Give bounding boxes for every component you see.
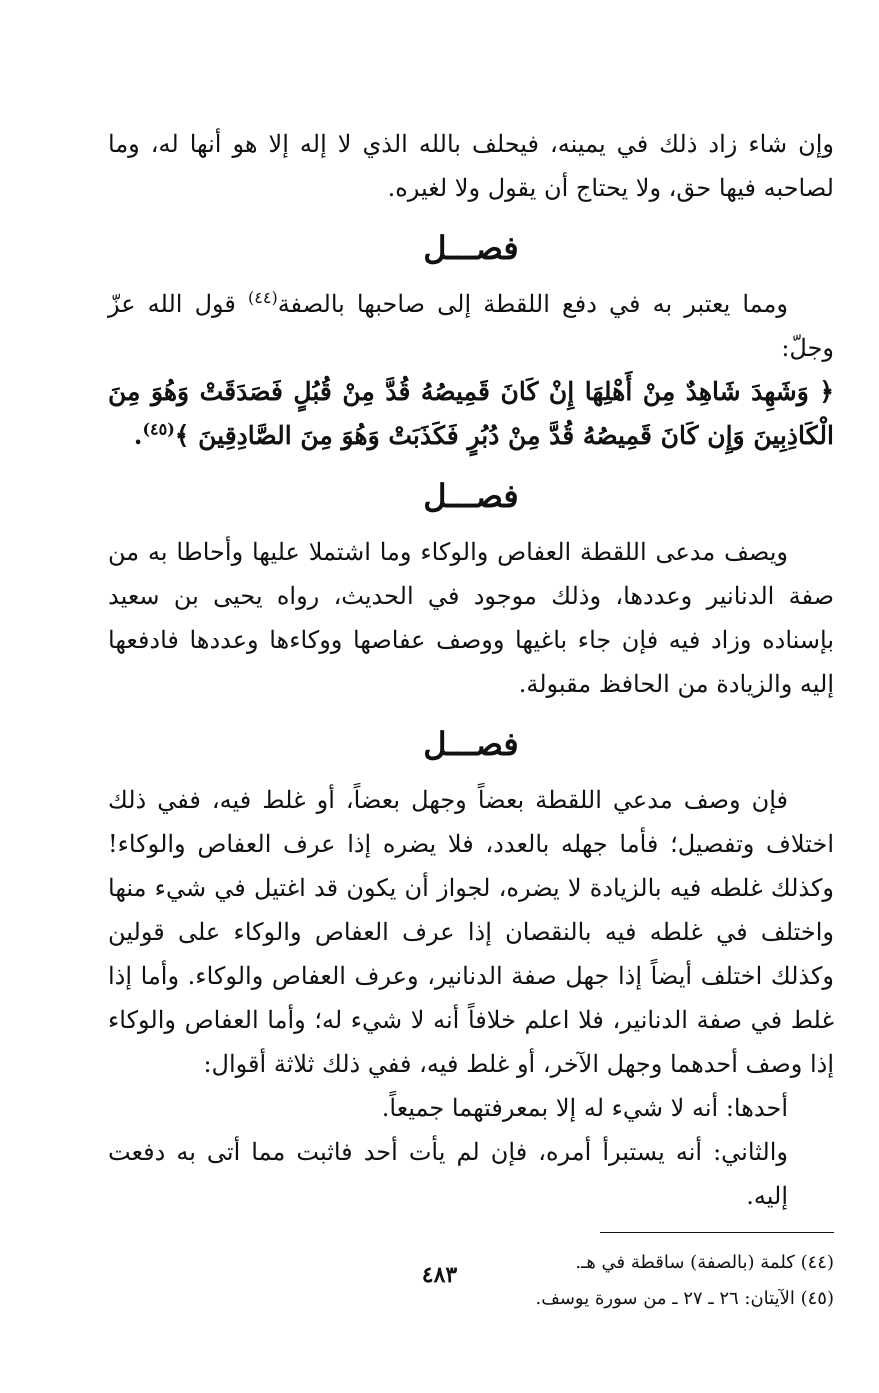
section-heading-2: فصـــل <box>423 477 519 515</box>
quran-verse <box>108 370 834 458</box>
quran-end: . <box>133 421 143 450</box>
opinion-1: أحدها: أنه لا شيء له إلا بمعرفتهما جميعاً. <box>381 1094 788 1122</box>
section-heading-1: فصـــل <box>423 229 519 267</box>
page-number: ٤٨٣ <box>421 1262 458 1288</box>
opinion-2: والثاني: أنه يستبرأ أمره، فإن لم يأت أحد فاثبت مما أتى به دفعت إليه. <box>108 1138 788 1210</box>
book-page <box>108 122 834 1317</box>
section-1-text-after: قول الله عزّ وجلّ: <box>108 290 834 362</box>
section-heading-3: فصـــل <box>423 725 519 763</box>
quran-text: ﴿ وَشَهِدَ شَاهِدٌ مِنْ أَهْلِهَا إِنْ كَانَ قَمِيصُهُ قُدَّ مِنْ قُبُلٍ فَصَدَقَتْ وَهُوَ مِنَ الْكَاذِبِينَ وَإِن كَانَ قَمِيصُهُ قُدَّ مِنْ دُبُرٍ فَكَذَبَتْ وَهُوَ مِنَ الصَّادِقِينَ ﴾ <box>108 377 834 450</box>
footnote-divider <box>600 1232 834 1233</box>
footnote-45: (٤٥) الآيتان: ٢٦ ـ ٢٧ ـ من سورة يوسف. <box>535 1288 834 1309</box>
intro-paragraph: وإن شاء زاد ذلك في يمينه، فيحلف بالله الذي لا إله إلا هو أنها له، وما لصاحبه فيها حق، ولا يحتاج أن يقول ولا لغيره. <box>108 130 834 202</box>
footnote-ref-45: (٤٥) <box>142 419 175 439</box>
footnote-44: (٤٤) كلمة (بالصفة) ساقطة في هـ. <box>575 1252 834 1273</box>
section-1-paragraph <box>108 282 834 370</box>
section-1-text: ومما يعتبر به في دفع اللقطة إلى صاحبها بالصفة <box>277 290 788 318</box>
footnote-ref-44: (٤٤) <box>248 288 278 307</box>
section-3-paragraph: فإن وصف مدعي اللقطة بعضاً وجهل بعضاً، أو غلط فيه، ففي ذلك اختلاف وتفصيل؛ فأما جهله بالعدد، فلا يضره إذا عرف العفاص والوكاء! وكذلك غلطه فيه بالزيادة لا يضره، لجواز أن يكون قد اغتيل في شيء منها واختلف في غلطه فيه بالنقصان إذا عرف العفاص والوكاء على قولين وكذلك اختلف أيضاً إذا جهل صفة الدنانير، وعرف العفاص والوكاء. وأما إذا غلط في صفة الدنانير، فلا اعلم خلافاً أنه لا شيء له؛ وأما العفاص والوكاء إذا وصف أحدهما وجهل الآخر، أو غلط فيه، ففي ذلك ثلاثة أقوال: <box>108 786 834 1078</box>
section-2-paragraph: ويصف مدعى اللقطة العفاص والوكاء وما اشتملا عليها وأحاطا به من صفة الدنانير وعددها، وذلك موجود في الحديث، رواه يحيى بن سعيد بإسناده وزاد فيه فإن جاء باغيها ووصف عفاصها ووكاءها وعددها فادفعها إليه والزيادة من الحافظ مقبولة. <box>108 538 834 698</box>
